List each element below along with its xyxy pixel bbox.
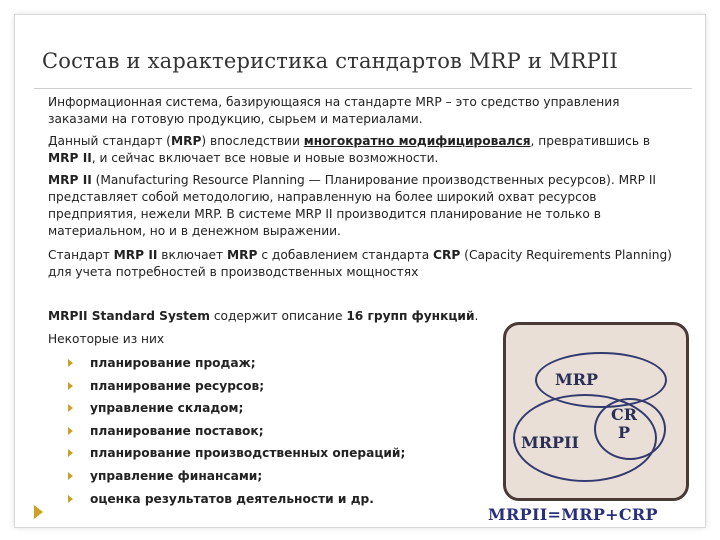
slide-title: Состав и характеристика стандартов MRP и MRPII (42, 49, 618, 73)
bullet-arrow-icon (68, 404, 73, 412)
p2-mrp: MRP (170, 134, 202, 148)
bullet-arrow-icon (68, 427, 73, 435)
mrpii-label: MRPII (521, 433, 580, 452)
p2-text-e: , превратившись в (530, 134, 651, 148)
list-item: планирование продаж; (68, 355, 405, 378)
paragraph-mrpii-definition (48, 172, 678, 240)
list-item: оценка результатов деятельности и др. (68, 491, 405, 514)
paragraph-mrpii-crp (48, 247, 678, 281)
p2-text-g: , и сейчас включает все новые и новые возможности. (91, 151, 439, 165)
p5-16-groups: 16 групп функций (346, 309, 475, 323)
paragraph-mrp-definition: Информационная система, базирующаяся на стандарте MRP – это средство управления заказами на готовую продукцию, сырьем и материалами. (48, 95, 620, 126)
bullet-arrow-icon (68, 472, 73, 480)
p5-standard-system: MRPII Standard System (48, 309, 210, 323)
p4-mrp: MRP (227, 248, 258, 262)
p2-text-c: ) впоследствии (201, 134, 304, 148)
title-divider (34, 88, 692, 89)
bullet-arrow-icon (68, 495, 73, 503)
formula-text: MRPII=MRP+CRP (488, 505, 658, 524)
paragraph-mrp-evolution (48, 133, 678, 167)
p4-mrpii: MRP II (113, 248, 158, 262)
p4-text-g: (Capacity Requirements Planning) для учета потребностей в производственных мощностях (48, 248, 672, 279)
p2-modified: многократно модифицировался (303, 134, 531, 148)
bullet-arrow-icon (68, 359, 73, 367)
p4-crp: CRP (433, 248, 461, 262)
paragraph-some-of-them: Некоторые из них (48, 332, 165, 346)
paragraph-standard-system (48, 308, 488, 325)
p4-text-c: включает (157, 248, 228, 262)
list-item: управление складом; (68, 400, 405, 423)
p4-text-a: Стандарт (48, 248, 114, 262)
p4-text-e: с добавлением стандарта (257, 248, 434, 262)
corner-arrow-icon (34, 505, 43, 519)
mrp-label: MRP (555, 370, 599, 389)
p3-text: (Manufacturing Resource Planning — Планирование производственных ресурсов). MRP II представляет собой методологию, направленную на более широкий охват ресурсов предприятия, нежели MRP. В системе MRP II производится планирование не только в материальном, но и в денежном выражении. (48, 173, 657, 238)
p5-text-d: . (474, 309, 479, 323)
list-item: планирование поставок; (68, 423, 405, 446)
crp-label: CR P (610, 405, 638, 442)
list-item: планирование производственных операций; (68, 445, 405, 468)
p2-text-a: Данный стандарт ( (48, 134, 171, 148)
bullet-arrow-icon (68, 449, 73, 457)
p5-text-b: содержит описание (209, 309, 347, 323)
bullet-arrow-icon (68, 382, 73, 390)
p3-mrpii: MRP II (48, 173, 92, 187)
p2-mrpii: MRP II (48, 151, 92, 165)
list-item: планирование ресурсов; (68, 378, 405, 401)
list-item: управление финансами; (68, 468, 405, 491)
function-list (68, 355, 405, 513)
